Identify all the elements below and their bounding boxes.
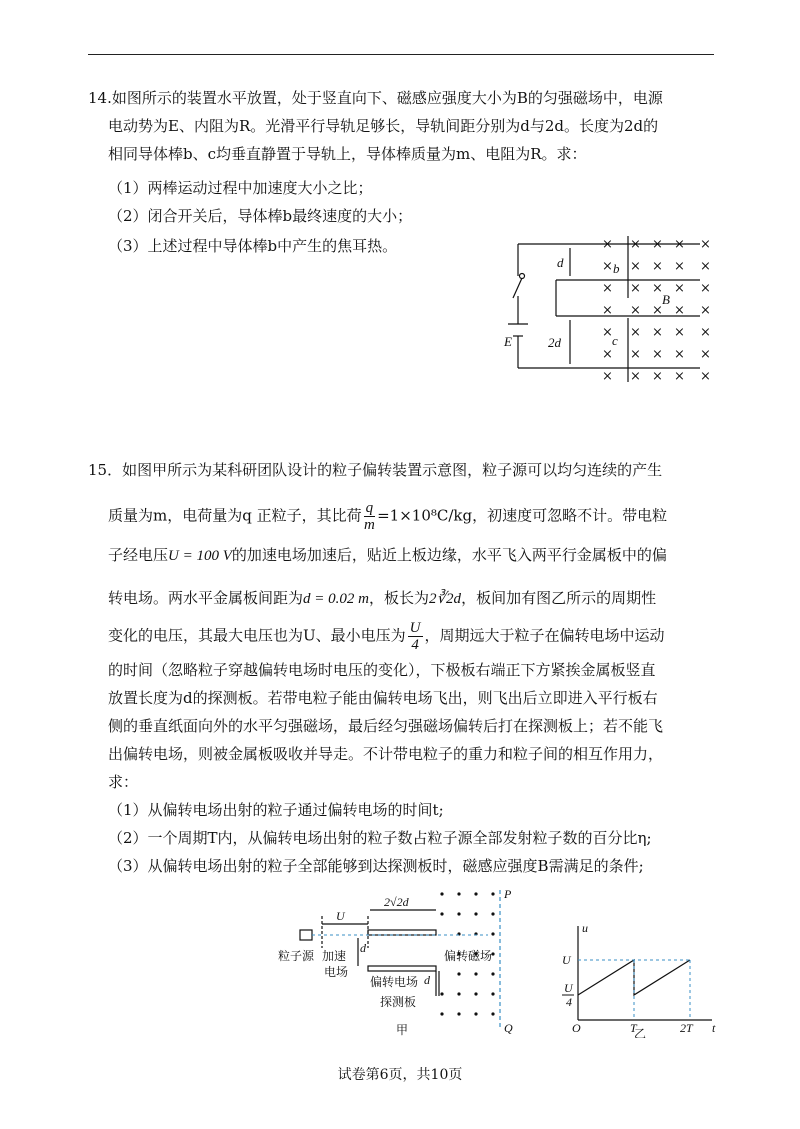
field-dot (491, 972, 494, 975)
q15-frac-qm: $\frac{q}{m}$ (363, 500, 375, 533)
q15-line-7: 放置长度为d的探测板。若带电粒子能由偏转电场飞出，则飞出后立即进入平行板右 (108, 689, 658, 707)
q15-line-9: 出偏转电场，则被金属板吸收并导走。不计带电粒子的重力和粒子间的相互作用力， (108, 745, 664, 763)
q15-line-4: 转电场。两水平金属板间距为d = 0.02 m，板长为2∛2d，板间加有图乙所示的周期性 (108, 589, 657, 607)
field-dot (474, 992, 477, 995)
field-dot (457, 892, 460, 895)
field-cross: × (630, 369, 641, 384)
q15-line-10: 求： (108, 773, 139, 791)
field-dot (457, 912, 460, 915)
fig-a-deflect-b: 偏转磁场 (444, 949, 493, 963)
q15-frac-u4: $\frac{U}{4}$ (409, 620, 421, 653)
q15-line-5: 变化的电压，其最大电压也为U、最小电压为 $\frac{U}{4}$ ，周期远大于粒子在偏转电场中运动 (108, 620, 665, 653)
field-cross: × (602, 347, 613, 362)
q15-item-2: （2）一个周期T内，从偏转电场出射的粒子数占粒子源全部发射粒子数的百分比η; (108, 829, 652, 847)
field-cross: × (652, 237, 663, 252)
field-cross: × (700, 303, 711, 318)
q14-line-3: 相同导体棒b、c均垂直静置于导轨上，导体棒质量为m、电阻为R。求： (108, 145, 587, 163)
header-rule (88, 54, 714, 55)
field-dot (457, 1012, 460, 1015)
fig-a-U: U (336, 909, 345, 923)
q14-cross-grid (602, 237, 711, 384)
field-cross: × (700, 325, 711, 340)
field-dot (474, 912, 477, 915)
fig-a-caption: 甲 (396, 1023, 409, 1037)
field-cross: × (700, 347, 711, 362)
field-cross: × (674, 369, 685, 384)
field-dot (491, 992, 494, 995)
field-cross: × (652, 303, 663, 318)
field-cross: × (630, 325, 641, 340)
fig-b-T: T (630, 1021, 637, 1035)
fig-b-U: U (562, 953, 571, 967)
fig-a-d1: d (360, 941, 366, 955)
field-cross: × (602, 303, 613, 318)
q14-item-3: （3）上述过程中导体棒b中产生的焦耳热。 (108, 237, 398, 255)
q15-line-3: 子经电压U = 100 V的加速电场加速后，贴近上板边缘，水平飞入两平行金属板中的偏 (108, 546, 667, 564)
field-cross: × (652, 347, 663, 362)
fig-a-len: 2√2d (384, 895, 409, 909)
field-dot (474, 892, 477, 895)
field-dot (440, 912, 443, 915)
q15-line-8: 侧的垂直纸面向外的水平匀强磁场，最后经匀强磁场偏转后打在探测板上；若不能飞 (108, 717, 664, 735)
q15-figure-a (278, 886, 528, 1038)
field-cross: × (674, 259, 685, 274)
fig-a-source: 粒子源 (278, 949, 315, 963)
q14-label-b: b (613, 261, 620, 276)
fig-a-deflect-e: 偏转电场 (370, 975, 419, 989)
field-cross: × (602, 369, 613, 384)
fig-b-U4-den: 4 (566, 995, 572, 1009)
field-cross: × (674, 281, 685, 296)
field-dot (457, 972, 460, 975)
q15-line-1: 15．如图甲所示为某科研团队设计的粒子偏转装置示意图，粒子源可以均匀连续的产生 (88, 461, 663, 479)
q14-label-B: B (662, 292, 670, 307)
q14-line-1: 14.如图所示的装置水平放置，处于竖直向下、磁感应强度大小为B的匀强磁场中，电源 (88, 89, 663, 107)
field-dot (440, 892, 443, 895)
field-cross: × (700, 259, 711, 274)
q14-label-E: E (504, 334, 512, 349)
field-cross: × (674, 325, 685, 340)
fig-b-U4-num: U (564, 981, 573, 995)
q15-figure-b (552, 920, 722, 1038)
field-cross: × (652, 259, 663, 274)
field-cross: × (674, 303, 685, 318)
field-cross: × (674, 237, 685, 252)
fig-b-t: t (712, 1021, 716, 1035)
field-dot (491, 932, 494, 935)
field-cross: × (630, 237, 641, 252)
field-dot (474, 972, 477, 975)
q15-line-2: 质量为m，电荷量为q 正粒子，其比荷 $\frac{q}{m}$ =1×10⁸C/kg，初速度可忽略不计。带电粒 (108, 500, 668, 533)
q15-line-6: 的时间（忽略粒子穿越偏转电场时电压的变化），下极板右端正下方紧挨金属板竖直 (108, 661, 656, 679)
field-dot (440, 1012, 443, 1015)
field-cross: × (700, 281, 711, 296)
q15-item-1: （1）从偏转电场出射的粒子通过偏转电场的时间t; (108, 801, 444, 819)
field-dot (491, 1012, 494, 1015)
field-dot (440, 992, 443, 995)
q14-figure (500, 232, 720, 388)
field-dot (491, 912, 494, 915)
field-cross: × (602, 281, 613, 296)
field-cross: × (700, 369, 711, 384)
field-cross: × (700, 237, 711, 252)
fig-a-d2: d (424, 973, 430, 987)
field-dot (491, 892, 494, 895)
fig-a-detector: 探测板 (380, 995, 417, 1009)
q14-line-2: 电动势为E、内阻为R。光滑平行导轨足够长，导轨间距分别为d与2d。长度为2d的 (108, 117, 659, 135)
field-dot (474, 1012, 477, 1015)
q14-label-c: c (612, 333, 618, 348)
fig-a-accel-1: 加速 (322, 949, 347, 963)
field-cross: × (652, 281, 663, 296)
field-cross: × (630, 259, 641, 274)
q14-label-2d: 2d (548, 335, 561, 350)
q14-item-2: （2）闭合开关后，导体棒b最终速度的大小； (108, 207, 413, 225)
q15-item-3: （3）从偏转电场出射的粒子全部能够到达探测板时，磁感应强度B需满足的条件; (108, 857, 644, 875)
q14-item-1: （1）两棒运动过程中加速度大小之比； (108, 179, 373, 197)
field-cross: × (652, 325, 663, 340)
fig-b-O: O (572, 1021, 581, 1035)
field-cross: × (602, 237, 613, 252)
fig-b-u: u (582, 921, 588, 935)
page-footer: 试卷第6页，共10页 (337, 1067, 463, 1083)
fig-a-accel-2: 电场 (324, 965, 349, 979)
field-cross: × (602, 259, 613, 274)
field-cross: × (630, 303, 641, 318)
field-dot (457, 992, 460, 995)
field-cross: × (652, 369, 663, 384)
field-cross: × (602, 325, 613, 340)
fig-a-P: P (504, 887, 512, 901)
field-cross: × (674, 347, 685, 362)
fig-b-2T: 2T (680, 1021, 693, 1035)
q14-label-d: d (557, 255, 564, 270)
field-cross: × (630, 281, 641, 296)
fig-a-Q: Q (504, 1021, 513, 1035)
field-cross: × (630, 347, 641, 362)
fig-b-caption: 乙 (634, 1027, 647, 1038)
